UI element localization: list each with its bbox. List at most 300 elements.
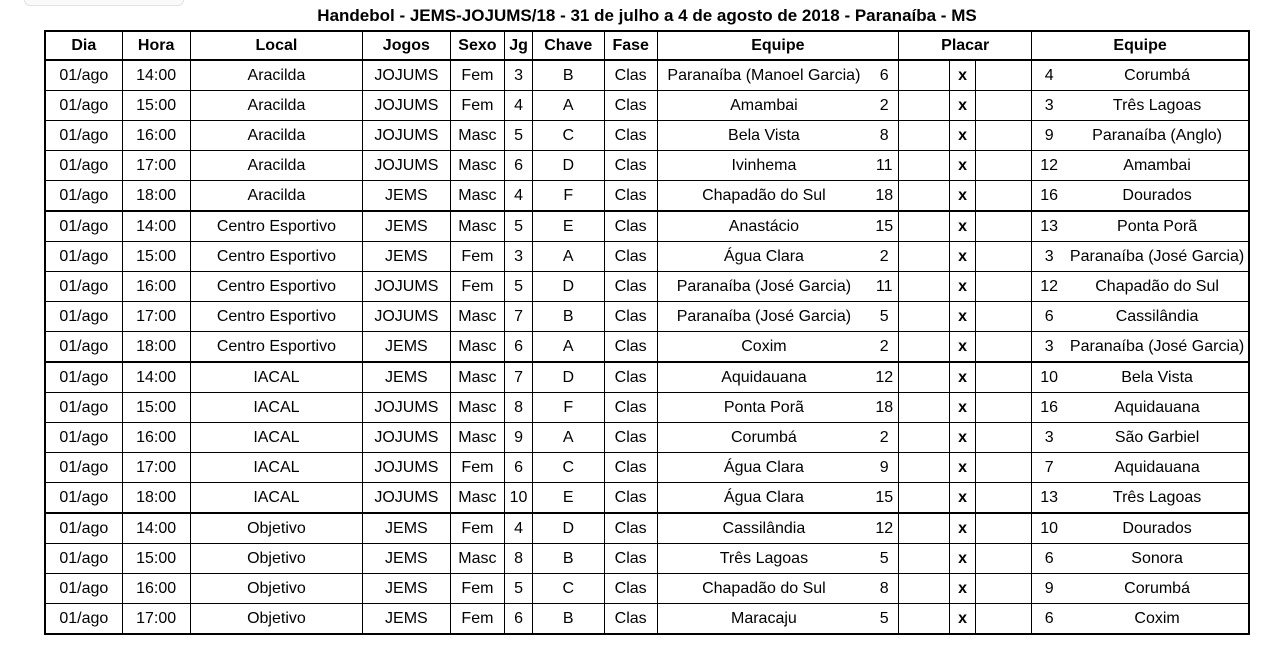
cell-team-a: Paranaíba (José Garcia) (657, 302, 870, 332)
cell-placar-right (976, 513, 1032, 544)
table-row (45, 604, 1249, 635)
cell-placar-x: x (949, 513, 975, 544)
cell-jg: 6 (505, 453, 532, 483)
cell-dia: 01/ago (45, 574, 122, 604)
cell-fase: Clas (604, 483, 657, 514)
cell-fase: Clas (604, 423, 657, 453)
cell-fase: Clas (604, 453, 657, 483)
cell-score-a: 5 (870, 604, 898, 635)
cell-chave: B (532, 302, 604, 332)
cell-fase: Clas (604, 393, 657, 423)
cell-jogos: JOJUMS (363, 121, 450, 151)
cell-placar-right (976, 211, 1032, 242)
cell-placar-x: x (949, 272, 975, 302)
cell-hora: 16:00 (122, 423, 190, 453)
cell-placar-right (976, 483, 1032, 514)
cell-chave: F (532, 181, 604, 212)
cell-score-a: 2 (870, 91, 898, 121)
cell-hora: 14:00 (122, 513, 190, 544)
cell-score-a: 18 (870, 393, 898, 423)
cell-score-a: 11 (870, 272, 898, 302)
header-jg: Jg (505, 31, 532, 60)
cell-team-a: Maracaju (657, 604, 870, 635)
cell-placar-left (899, 393, 950, 423)
cell-local: IACAL (190, 423, 363, 453)
cell-fase: Clas (604, 604, 657, 635)
table-row (45, 181, 1249, 212)
cell-jogos: JOJUMS (363, 272, 450, 302)
table-row (45, 151, 1249, 181)
header-row (45, 31, 1249, 60)
cell-score-a: 8 (870, 121, 898, 151)
cell-team-b: Três Lagoas (1066, 483, 1249, 514)
schedule-body (45, 60, 1249, 634)
cell-jogos: JOJUMS (363, 393, 450, 423)
cell-placar-right (976, 242, 1032, 272)
cell-local: Centro Esportivo (190, 242, 363, 272)
cell-placar-x: x (949, 302, 975, 332)
header-equipe-a: Equipe (657, 31, 899, 60)
cell-jogos: JEMS (363, 362, 450, 393)
cell-sexo: Masc (450, 211, 505, 242)
cell-hora: 17:00 (122, 151, 190, 181)
cell-placar-x: x (949, 242, 975, 272)
cell-jogos: JEMS (363, 211, 450, 242)
cell-hora: 15:00 (122, 242, 190, 272)
cell-hora: 15:00 (122, 91, 190, 121)
cell-sexo: Masc (450, 121, 505, 151)
cell-placar-x: x (949, 574, 975, 604)
cell-dia: 01/ago (45, 544, 122, 574)
cell-placar-right (976, 362, 1032, 393)
table-row (45, 332, 1249, 363)
cell-dia: 01/ago (45, 121, 122, 151)
schedule-table (44, 30, 1250, 635)
cell-team-b: Aquidauana (1066, 393, 1249, 423)
cell-sexo: Fem (450, 453, 505, 483)
cell-placar-right (976, 544, 1032, 574)
cell-local: Aracilda (190, 121, 363, 151)
cell-team-a: Amambai (657, 91, 870, 121)
cell-placar-right (976, 151, 1032, 181)
cell-team-a: Paranaíba (José Garcia) (657, 272, 870, 302)
cell-local: Aracilda (190, 151, 363, 181)
cell-fase: Clas (604, 513, 657, 544)
cell-placar-left (899, 121, 950, 151)
cell-placar-left (899, 272, 950, 302)
cell-jg: 4 (505, 91, 532, 121)
table-row (45, 211, 1249, 242)
cell-local: Aracilda (190, 181, 363, 212)
cell-placar-right (976, 302, 1032, 332)
cell-team-b: Corumbá (1066, 60, 1249, 91)
cell-score-b: 13 (1032, 483, 1067, 514)
cell-chave: A (532, 91, 604, 121)
page-title: Handebol - JEMS-JOJUMS/18 - 31 de julho a 4 de agosto de 2018 - Paranaíba - MS (317, 6, 977, 25)
cell-jg: 9 (505, 423, 532, 453)
cell-sexo: Masc (450, 332, 505, 363)
cell-score-a: 12 (870, 362, 898, 393)
cell-dia: 01/ago (45, 302, 122, 332)
cell-placar-x: x (949, 362, 975, 393)
cell-team-b: Sonora (1066, 544, 1249, 574)
cell-hora: 17:00 (122, 604, 190, 635)
cell-placar-right (976, 453, 1032, 483)
cell-hora: 18:00 (122, 483, 190, 514)
cell-placar-left (899, 60, 950, 91)
cell-jg: 10 (505, 483, 532, 514)
cell-hora: 17:00 (122, 302, 190, 332)
cell-team-a: Água Clara (657, 483, 870, 514)
cell-chave: D (532, 513, 604, 544)
cell-jogos: JEMS (363, 513, 450, 544)
cell-placar-right (976, 181, 1032, 212)
cell-chave: D (532, 272, 604, 302)
cell-dia: 01/ago (45, 60, 122, 91)
cell-team-b: Cassilândia (1066, 302, 1249, 332)
header-fase: Fase (604, 31, 657, 60)
cell-score-a: 15 (870, 211, 898, 242)
cell-jg: 8 (505, 544, 532, 574)
cell-score-a: 18 (870, 181, 898, 212)
cell-team-b: Aquidauana (1066, 453, 1249, 483)
cell-score-b: 16 (1032, 181, 1067, 212)
cell-placar-left (899, 242, 950, 272)
cell-placar-left (899, 423, 950, 453)
cell-local: IACAL (190, 393, 363, 423)
cell-chave: B (532, 544, 604, 574)
cell-fase: Clas (604, 60, 657, 91)
cell-placar-left (899, 483, 950, 514)
header-hora: Hora (122, 31, 190, 60)
table-row (45, 91, 1249, 121)
cell-chave: B (532, 60, 604, 91)
cell-jogos: JOJUMS (363, 60, 450, 91)
cell-local: Centro Esportivo (190, 272, 363, 302)
cell-chave: A (532, 332, 604, 363)
header-placar: Placar (899, 31, 1032, 60)
cell-score-b: 3 (1032, 332, 1067, 363)
cell-placar-x: x (949, 453, 975, 483)
cell-team-b: Dourados (1066, 513, 1249, 544)
cell-placar-x: x (949, 604, 975, 635)
cell-dia: 01/ago (45, 453, 122, 483)
cell-score-a: 5 (870, 302, 898, 332)
cell-placar-right (976, 121, 1032, 151)
cell-placar-left (899, 151, 950, 181)
cell-placar-x: x (949, 483, 975, 514)
cell-local: Aracilda (190, 91, 363, 121)
cell-fase: Clas (604, 574, 657, 604)
cell-chave: F (532, 393, 604, 423)
cell-chave: A (532, 242, 604, 272)
header-equipe-b: Equipe (1032, 31, 1249, 60)
cell-hora: 17:00 (122, 453, 190, 483)
cell-sexo: Fem (450, 242, 505, 272)
cell-jg: 6 (505, 332, 532, 363)
cell-score-a: 15 (870, 483, 898, 514)
cell-placar-x: x (949, 91, 975, 121)
cell-hora: 15:00 (122, 393, 190, 423)
cell-local: Objetivo (190, 513, 363, 544)
cell-jg: 5 (505, 272, 532, 302)
cell-score-b: 10 (1032, 513, 1067, 544)
cell-jogos: JOJUMS (363, 91, 450, 121)
table-row (45, 544, 1249, 574)
header-dia: Dia (45, 31, 122, 60)
cell-placar-left (899, 181, 950, 212)
cell-hora: 18:00 (122, 181, 190, 212)
cell-score-b: 9 (1032, 121, 1067, 151)
cell-chave: D (532, 151, 604, 181)
cell-hora: 16:00 (122, 574, 190, 604)
table-row (45, 121, 1249, 151)
table-row (45, 302, 1249, 332)
cell-placar-x: x (949, 121, 975, 151)
cell-placar-left (899, 302, 950, 332)
cell-placar-x: x (949, 151, 975, 181)
cell-placar-x: x (949, 423, 975, 453)
cell-score-b: 6 (1032, 544, 1067, 574)
cell-team-b: São Garbiel (1066, 423, 1249, 453)
table-row (45, 362, 1249, 393)
table-row (45, 483, 1249, 514)
cell-dia: 01/ago (45, 242, 122, 272)
cell-local: Objetivo (190, 604, 363, 635)
cell-hora: 15:00 (122, 544, 190, 574)
cell-placar-right (976, 604, 1032, 635)
cell-score-a: 12 (870, 513, 898, 544)
cell-local: Centro Esportivo (190, 211, 363, 242)
cell-placar-x: x (949, 393, 975, 423)
cell-dia: 01/ago (45, 272, 122, 302)
cell-team-a: Aquidauana (657, 362, 870, 393)
cell-dia: 01/ago (45, 332, 122, 363)
table-row (45, 574, 1249, 604)
cell-hora: 14:00 (122, 60, 190, 91)
cell-jogos: JOJUMS (363, 151, 450, 181)
cell-sexo: Masc (450, 544, 505, 574)
cell-dia: 01/ago (45, 211, 122, 242)
cell-hora: 16:00 (122, 121, 190, 151)
cell-jogos: JOJUMS (363, 483, 450, 514)
cell-score-b: 16 (1032, 393, 1067, 423)
cell-placar-x: x (949, 211, 975, 242)
header-jogos: Jogos (363, 31, 450, 60)
cell-sexo: Masc (450, 151, 505, 181)
cell-team-a: Ivinhema (657, 151, 870, 181)
cell-score-a: 11 (870, 151, 898, 181)
cell-placar-right (976, 423, 1032, 453)
cell-sexo: Masc (450, 302, 505, 332)
cell-fase: Clas (604, 544, 657, 574)
cell-jg: 4 (505, 181, 532, 212)
cell-jg: 6 (505, 151, 532, 181)
cell-local: IACAL (190, 362, 363, 393)
cell-jg: 5 (505, 211, 532, 242)
cell-dia: 01/ago (45, 91, 122, 121)
cell-placar-x: x (949, 544, 975, 574)
cell-local: IACAL (190, 453, 363, 483)
cell-jg: 8 (505, 393, 532, 423)
cell-hora: 14:00 (122, 211, 190, 242)
cell-placar-left (899, 91, 950, 121)
cell-sexo: Masc (450, 181, 505, 212)
cell-team-b: Paranaíba (José Garcia) (1066, 242, 1249, 272)
cell-score-b: 6 (1032, 604, 1067, 635)
cell-team-a: Ponta Porã (657, 393, 870, 423)
cell-dia: 01/ago (45, 393, 122, 423)
cell-team-b: Coxim (1066, 604, 1249, 635)
cell-score-b: 9 (1032, 574, 1067, 604)
cell-sexo: Fem (450, 513, 505, 544)
cell-local: Centro Esportivo (190, 332, 363, 363)
cell-team-b: Corumbá (1066, 574, 1249, 604)
cell-score-b: 3 (1032, 423, 1067, 453)
cell-placar-right (976, 574, 1032, 604)
cell-team-a: Chapadão do Sul (657, 181, 870, 212)
cell-jogos: JOJUMS (363, 423, 450, 453)
cell-chave: C (532, 453, 604, 483)
cell-dia: 01/ago (45, 513, 122, 544)
cell-score-b: 7 (1032, 453, 1067, 483)
cell-dia: 01/ago (45, 362, 122, 393)
cell-placar-x: x (949, 60, 975, 91)
cell-fase: Clas (604, 272, 657, 302)
table-row (45, 423, 1249, 453)
header-local: Local (190, 31, 363, 60)
cell-team-b: Chapadão do Sul (1066, 272, 1249, 302)
cell-score-b: 10 (1032, 362, 1067, 393)
cell-placar-left (899, 211, 950, 242)
cell-score-a: 2 (870, 332, 898, 363)
cell-sexo: Fem (450, 91, 505, 121)
cell-hora: 14:00 (122, 362, 190, 393)
cell-chave: C (532, 574, 604, 604)
cell-placar-left (899, 604, 950, 635)
cell-team-a: Cassilândia (657, 513, 870, 544)
cell-jogos: JEMS (363, 181, 450, 212)
cell-hora: 16:00 (122, 272, 190, 302)
cell-jg: 4 (505, 513, 532, 544)
cell-jg: 5 (505, 121, 532, 151)
cell-team-a: Bela Vista (657, 121, 870, 151)
cell-score-b: 6 (1032, 302, 1067, 332)
cell-fase: Clas (604, 181, 657, 212)
cell-team-a: Água Clara (657, 453, 870, 483)
cell-team-b: Amambai (1066, 151, 1249, 181)
cell-placar-left (899, 544, 950, 574)
header-chave: Chave (532, 31, 604, 60)
cell-chave: C (532, 121, 604, 151)
cell-fase: Clas (604, 151, 657, 181)
cell-placar-x: x (949, 332, 975, 363)
cell-score-a: 5 (870, 544, 898, 574)
cell-score-b: 12 (1032, 272, 1067, 302)
cell-jogos: JEMS (363, 242, 450, 272)
cell-jg: 6 (505, 604, 532, 635)
cell-score-b: 3 (1032, 91, 1067, 121)
cell-dia: 01/ago (45, 181, 122, 212)
table-row (45, 453, 1249, 483)
cell-sexo: Fem (450, 272, 505, 302)
cell-jg: 3 (505, 242, 532, 272)
cell-chave: A (532, 423, 604, 453)
table-row (45, 272, 1249, 302)
cell-fase: Clas (604, 242, 657, 272)
cell-sexo: Masc (450, 483, 505, 514)
table-row (45, 513, 1249, 544)
table-row (45, 393, 1249, 423)
cell-fase: Clas (604, 302, 657, 332)
cell-chave: E (532, 483, 604, 514)
cell-score-a: 6 (870, 60, 898, 91)
cell-local: IACAL (190, 483, 363, 514)
cell-sexo: Masc (450, 393, 505, 423)
cell-team-a: Anastácio (657, 211, 870, 242)
cell-team-b: Ponta Porã (1066, 211, 1249, 242)
cell-fase: Clas (604, 211, 657, 242)
cell-placar-right (976, 91, 1032, 121)
cell-jg: 7 (505, 302, 532, 332)
cell-local: Aracilda (190, 60, 363, 91)
cell-placar-left (899, 453, 950, 483)
cell-placar-right (976, 272, 1032, 302)
cell-team-b: Três Lagoas (1066, 91, 1249, 121)
cell-team-a: Três Lagoas (657, 544, 870, 574)
table-row (45, 60, 1249, 91)
cell-dia: 01/ago (45, 423, 122, 453)
cell-fase: Clas (604, 121, 657, 151)
cell-score-a: 8 (870, 574, 898, 604)
cell-jg: 5 (505, 574, 532, 604)
cell-team-b: Paranaíba (Anglo) (1066, 121, 1249, 151)
cell-sexo: Fem (450, 60, 505, 91)
cell-dia: 01/ago (45, 483, 122, 514)
cell-chave: D (532, 362, 604, 393)
cell-placar-left (899, 332, 950, 363)
cell-sexo: Masc (450, 423, 505, 453)
cell-team-a: Água Clara (657, 242, 870, 272)
cell-placar-right (976, 393, 1032, 423)
table-row (45, 242, 1249, 272)
cell-team-b: Paranaíba (José Garcia) (1066, 332, 1249, 363)
cell-jogos: JOJUMS (363, 453, 450, 483)
cell-chave: E (532, 211, 604, 242)
header-sexo: Sexo (450, 31, 505, 60)
cell-sexo: Fem (450, 574, 505, 604)
cell-team-a: Corumbá (657, 423, 870, 453)
cell-local: Objetivo (190, 574, 363, 604)
cell-score-b: 13 (1032, 211, 1067, 242)
cell-score-b: 12 (1032, 151, 1067, 181)
cell-sexo: Masc (450, 362, 505, 393)
cell-placar-x: x (949, 181, 975, 212)
cell-hora: 18:00 (122, 332, 190, 363)
cell-local: Objetivo (190, 544, 363, 574)
cell-score-b: 4 (1032, 60, 1067, 91)
cell-score-b: 3 (1032, 242, 1067, 272)
cell-placar-left (899, 574, 950, 604)
cell-sexo: Fem (450, 604, 505, 635)
cell-fase: Clas (604, 91, 657, 121)
cell-dia: 01/ago (45, 604, 122, 635)
cell-team-a: Paranaíba (Manoel Garcia) (657, 60, 870, 91)
cell-local: Centro Esportivo (190, 302, 363, 332)
cell-jogos: JEMS (363, 604, 450, 635)
cell-score-a: 2 (870, 423, 898, 453)
cell-dia: 01/ago (45, 151, 122, 181)
